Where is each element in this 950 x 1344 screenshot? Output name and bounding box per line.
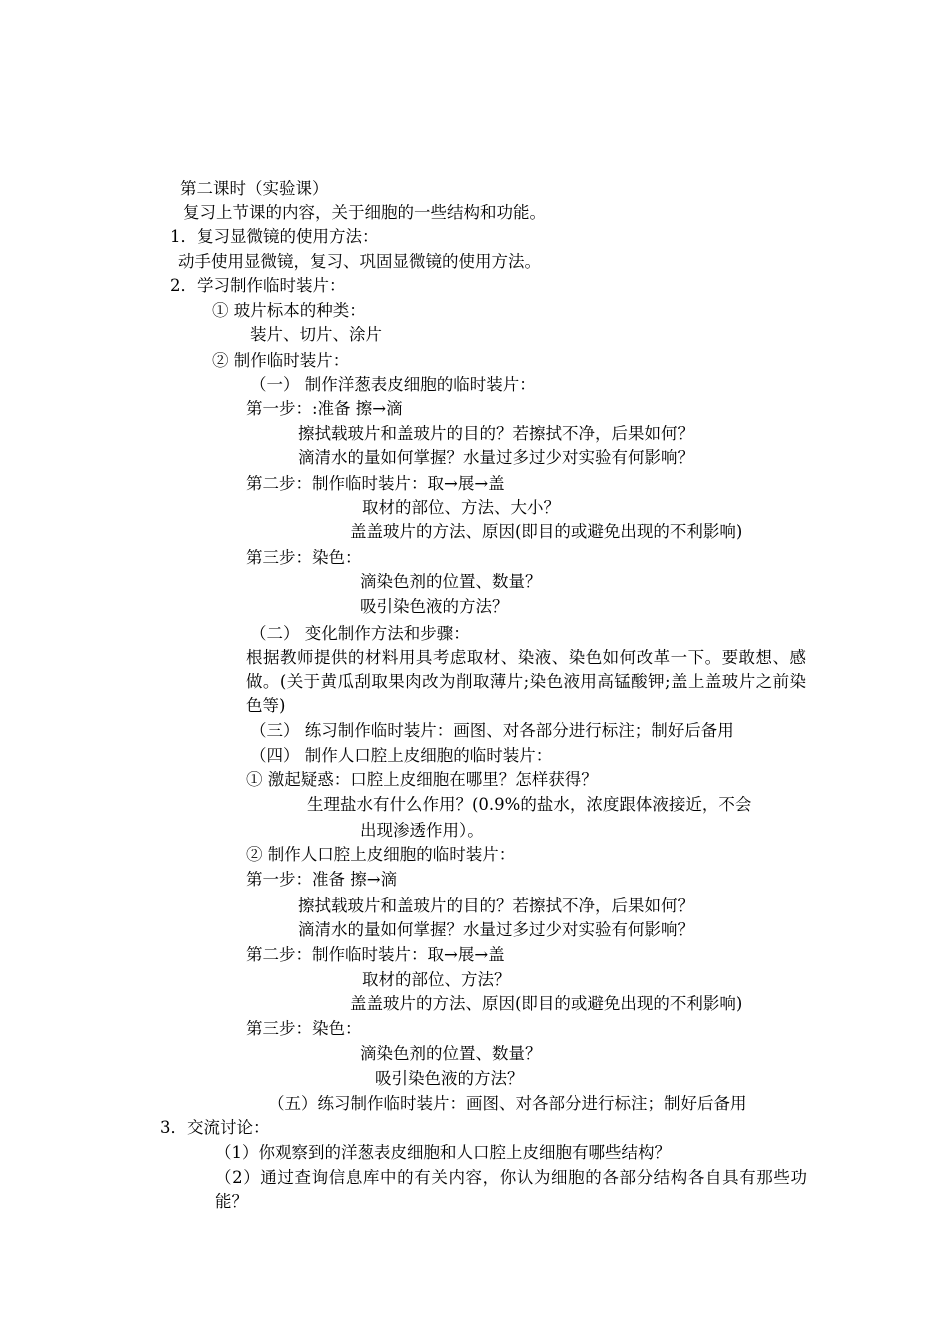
part-4-question: 盖盖玻片的方法、原因(即目的或避免出现的不利影响) <box>350 994 743 1013</box>
part-1-question: 滴清水的量如何掌握？水量过多过少对实验有何影响？ <box>298 448 694 467</box>
part-5: （五）练习制作临时装片：画图、对各部分进行标注；制好后备用 <box>268 1094 747 1113</box>
item-slide-types-body: 装片、切片、涂片 <box>250 325 382 344</box>
part-1-question: 盖盖玻片的方法、原因(即目的或避免出现的不利影响) <box>350 522 743 541</box>
item-make-slide: ② 制作临时装片： <box>212 351 350 370</box>
part-1-heading: （一） 制作洋葱表皮细胞的临时装片： <box>250 375 536 394</box>
part-4-step-1: 第一步：准备 擦→滴 <box>246 870 398 889</box>
intro-text: 复习上节课的内容，关于细胞的一些结构和功能。 <box>183 203 546 222</box>
section-3-heading: 3．交流讨论： <box>160 1118 270 1137</box>
section-1-body: 动手使用显微镜，复习、巩固显微镜的使用方法。 <box>178 252 541 271</box>
section-2-heading: 2．学习制作临时装片： <box>170 276 346 295</box>
lesson-title: 第二课时（实验课） <box>180 179 329 198</box>
part-1-question: 取材的部位、方法、大小？ <box>362 498 560 517</box>
part-1-question: 滴染色剂的位置、数量？ <box>360 572 542 591</box>
part-4-step-3: 第三步：染色： <box>246 1019 362 1038</box>
part-4-question: 取材的部位、方法？ <box>362 970 511 989</box>
part-4-question: 吸引染色液的方法？ <box>375 1069 524 1088</box>
discussion-question-2: （2）通过查询信息库中的有关内容，你认为细胞的各部分结构各自具有那些功能？ <box>215 1168 807 1211</box>
part-1-step-1: 第一步：:准备 擦→滴 <box>246 399 403 418</box>
discussion-question-1: （1）你观察到的洋葱表皮细胞和人口腔上皮细胞有哪些结构？ <box>215 1143 671 1162</box>
part-1-step-2: 第二步：制作临时装片：取→展→盖 <box>246 474 505 493</box>
part-4-item-b: ② 制作人口腔上皮细胞的临时装片： <box>246 845 516 864</box>
part-4-heading: （四） 制作人口腔上皮细胞的临时装片： <box>250 746 553 765</box>
section-1-heading: 1．复习显微镜的使用方法： <box>170 227 379 246</box>
part-3: （三） 练习制作临时装片：画图、对各部分进行标注；制好后备用 <box>250 721 734 740</box>
part-2-body: 根据教师提供的材料用具考虑取材、染液、染色如何改革一下。要敢想、感做。(关于黄瓜刮取果肉改为削取薄片;染色液用高锰酸钾;盖上盖玻片之前染色等) <box>246 648 806 715</box>
part-1-question: 吸引染色液的方法？ <box>360 597 509 616</box>
part-1-question: 擦拭载玻片和盖玻片的目的？若擦拭不净，后果如何？ <box>298 424 694 443</box>
part-4-item-a-line-1: 生理盐水有什么作用？(0.9%的盐水，浓度跟体液接近，不会 <box>307 795 752 814</box>
part-4-step-2: 第二步：制作临时装片：取→展→盖 <box>246 945 505 964</box>
part-4-question: 滴染色剂的位置、数量？ <box>360 1044 542 1063</box>
part-4-item-a: ① 激起疑惑：口腔上皮细胞在哪里？怎样获得？ <box>246 770 598 789</box>
part-2-heading: （二） 变化制作方法和步骤： <box>250 624 470 643</box>
part-4-question: 滴清水的量如何掌握？水量过多过少对实验有何影响？ <box>298 920 694 939</box>
part-1-step-3: 第三步：染色： <box>246 548 362 567</box>
part-4-question: 擦拭载玻片和盖玻片的目的？若擦拭不净，后果如何？ <box>298 896 694 915</box>
part-4-item-a-line-2: 出现渗透作用）。 <box>360 821 484 840</box>
item-slide-types: ① 玻片标本的种类： <box>212 301 366 320</box>
